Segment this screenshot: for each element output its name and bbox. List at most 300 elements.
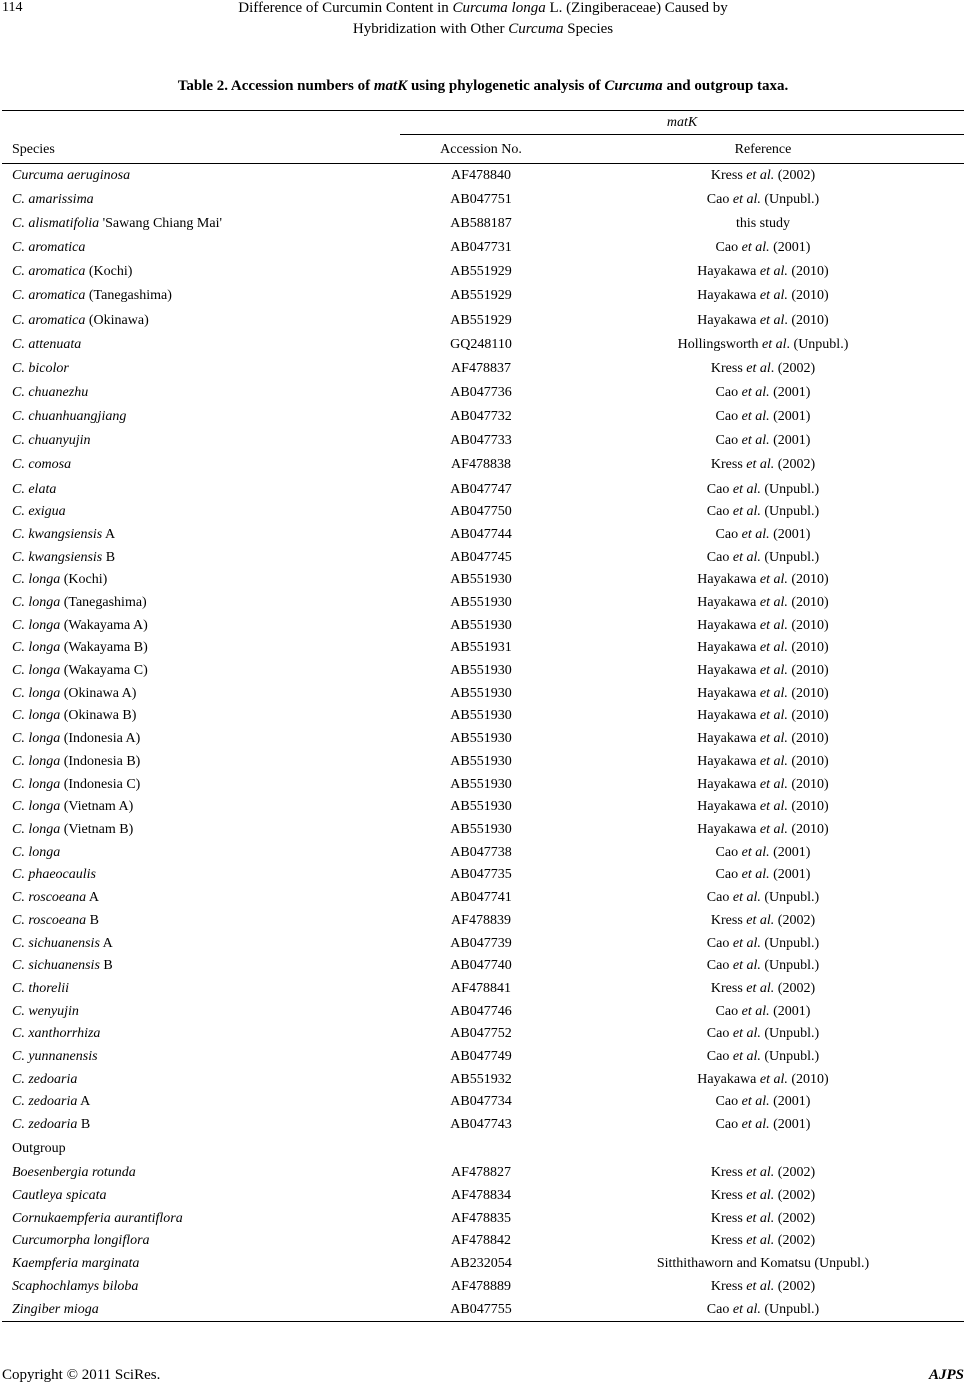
reference-year: (2010) [787,777,829,792]
reference-year: (2002) [774,457,816,472]
species-name: C. longa [12,686,61,701]
reference-author: Kress [710,457,747,472]
species-name: Boesenbergia rotunda [12,1165,136,1180]
table-row [0,1254,966,1274]
accession-cell: AB551930 [450,595,512,610]
accession-cell: AF478842 [451,1233,511,1248]
reference-year: (2001) [769,1094,811,1109]
accession-cell: AB047745 [450,550,512,565]
table-row [0,684,966,704]
table-row [0,570,966,590]
reference-author: Hayakawa [697,799,760,814]
species-qualifier: (Tanegashima) [60,595,147,610]
species-cell [12,843,60,863]
species-qualifier: (Vietnam A) [60,799,134,814]
reference-etal: et al. [741,1117,770,1132]
species-qualifier: (Kochi) [85,264,133,279]
species-cell [12,956,113,976]
reference-etal: et al. [732,550,761,565]
reference-etal: et al. [732,1302,761,1317]
reference-author: Kress [710,1279,747,1294]
reference-year: (Unpubl.) [760,482,820,497]
accession-cell: AB551930 [450,799,512,814]
reference-etal: et al. [759,799,788,814]
reference-etal: et al. [759,731,788,746]
table-top-rule [2,110,964,111]
running-head-text: Species [563,21,614,37]
reference-year: (2002) [774,1233,816,1248]
species-name: C. kwangsiensis [12,550,103,565]
reference-cell [562,661,964,681]
accession-cell: AB551930 [450,754,512,769]
table-row [0,752,966,772]
reference-cell [562,335,964,355]
reference-year: (2010) [787,288,829,303]
species-name: C. longa [12,731,61,746]
reference-etal: et al. [746,981,775,996]
reference-cell [562,570,964,590]
table-row [0,359,966,379]
species-cell [12,570,107,590]
table-row [0,775,966,795]
table-row [0,797,966,817]
accession-cell: AB047731 [450,240,512,255]
running-head-text: Difference of Curcumin Content in [238,0,453,16]
table-row [0,214,966,234]
reference-etal: et al. [746,1279,775,1294]
accession-cell: AB047749 [450,1049,512,1064]
reference-year: (2010) [787,264,829,279]
reference-year: . (Unpubl.) [786,337,849,352]
table-row [0,1277,966,1297]
reference-cell [562,1047,964,1067]
table-row [0,455,966,475]
reference-etal: et al. [741,527,770,542]
table-row [0,865,966,885]
reference-year: (2010) [787,731,829,746]
reference-etal: et al. [759,1072,788,1087]
reference-year: (2010) [787,708,829,723]
species-name: C. longa [12,708,61,723]
reference-author: this study [735,216,791,231]
species-qualifier: (Wakayama C) [60,663,148,678]
table-row [0,286,966,306]
table-row [0,934,966,954]
reference-cell [562,752,964,772]
reference-cell [562,1186,964,1206]
reference-year: (2001) [769,1004,811,1019]
species-name: Kaempferia marginata [12,1256,140,1271]
reference-author: Hayakawa [697,572,760,587]
reference-etal: et al. [746,1211,775,1226]
running-head-line1 [0,0,966,19]
species-cell [12,548,115,568]
table-row [0,431,966,451]
reference-cell [562,1070,964,1090]
reference-etal: et al. [759,708,788,723]
reference-author: Cao [706,192,733,207]
accession-cell: AF478889 [451,1279,511,1294]
reference-cell [562,729,964,749]
reference-cell [562,684,964,704]
species-name: C. thorelii [12,981,70,996]
species-name: C. yunnanensis [12,1049,98,1064]
reference-year: (2002) [774,1165,816,1180]
species-cell [12,1115,90,1135]
accession-cell: AB551930 [450,572,512,587]
species-name: C. zedoaria [12,1094,78,1109]
reference-year: (2001) [769,409,811,424]
reference-author: Cao [706,936,733,951]
species-cell [12,190,94,210]
footer-copyright: Copyright © 2011 SciRes. [2,1367,161,1383]
species-name: C. zedoaria [12,1117,78,1132]
species-cell [12,1254,139,1274]
reference-author: Cao [715,527,742,542]
accession-cell: AF478839 [451,913,511,928]
reference-year: (2001) [769,845,811,860]
accession-cell: AB588187 [450,216,512,231]
accession-cell: GQ248110 [450,337,512,352]
species-name: C. sichuanensis [12,958,100,973]
species-qualifier: (Vietnam B) [60,822,134,837]
running-head-line2 [0,19,966,40]
species-qualifier: A [77,1094,91,1109]
reference-etal: et al. [741,240,770,255]
species-qualifier: A [102,527,116,542]
reference-author: Hayakawa [697,313,760,328]
reference-author: Cao [706,550,733,565]
accession-cell: AF478835 [451,1211,511,1226]
reference-cell [562,1300,964,1320]
reference-year: . (2002) [770,361,816,376]
reference-year: (2001) [769,527,811,542]
reference-cell [562,616,964,636]
table-row [0,190,966,210]
species-cell [12,820,133,840]
table-row [0,383,966,403]
table-row [0,335,966,355]
reference-year: (2010) [787,572,829,587]
species-qualifier: B [99,958,113,973]
accession-cell: AB047736 [450,385,512,400]
species-cell [12,1047,98,1067]
reference-cell [562,775,964,795]
species-name: C. chuanyujin [12,433,91,448]
reference-cell [562,502,964,522]
species-name: C. longa [12,845,61,860]
species-name: C. longa [12,572,61,587]
reference-author: Cao [715,867,742,882]
species-name: C. zedoaria [12,1072,78,1087]
species-name: C. kwangsiensis [12,527,103,542]
accession-cell: AB232054 [450,1256,512,1271]
reference-cell [562,1277,964,1297]
col-header-reference: Reference [734,142,792,157]
table-row [0,238,966,258]
reference-etal: et al. [732,890,761,905]
species-cell [12,1070,77,1090]
species-name: Cautleya spicata [12,1188,107,1203]
accession-cell: AB047734 [450,1094,512,1109]
reference-author: Kress [710,913,747,928]
species-cell [12,797,133,817]
reference-cell [562,797,964,817]
reference-etal: et al. [732,936,761,951]
accession-cell: AB047735 [450,867,512,882]
accession-cell: AF478840 [451,168,511,183]
table-row [0,661,966,681]
reference-author: Cao [706,1049,733,1064]
species-name: C. aromatica [12,288,86,303]
table-row [0,638,966,658]
species-name: C. longa [12,595,61,610]
species-cell [12,311,149,331]
table-row [0,888,966,908]
species-qualifier: A [86,890,99,905]
reference-etal: et al. [759,754,788,769]
species-cell [12,238,85,258]
species-cell [12,1092,90,1112]
reference-author: Hayakawa [697,708,760,723]
running-head-italic: Curcuma longa [452,0,546,16]
species-name: C. longa [12,640,61,655]
reference-etal: et al. [741,1094,770,1109]
accession-cell: AF478841 [451,981,511,996]
reference-etal: et al. [759,618,788,633]
reference-cell [562,638,964,658]
accession-cell: AB551930 [450,663,512,678]
species-name: C. bicolor [12,361,69,376]
table-row [0,593,966,613]
reference-cell [562,706,964,726]
accession-cell: AB551930 [450,731,512,746]
reference-etal: et al. [746,1233,775,1248]
reference-cell [562,593,964,613]
species-cell [12,1002,79,1022]
title-italic: matK [373,78,408,94]
reference-year: (2010) [787,663,829,678]
reference-cell [562,1092,964,1112]
accession-cell: AB551930 [450,686,512,701]
species-cell [12,638,148,658]
species-cell [12,911,99,931]
table-row [0,166,966,186]
table-row [0,1115,966,1135]
table-row [0,1209,966,1229]
reference-etal: et al. [732,504,761,519]
table-row [0,1186,966,1206]
reference-cell [562,820,964,840]
outgroup-label-text: Outgroup [12,1141,66,1156]
reference-cell [562,311,964,331]
species-cell [12,706,136,726]
accession-cell: AB047750 [450,504,512,519]
reference-cell [562,359,964,379]
reference-etal: et al. [759,572,788,587]
reference-author: Cao [715,385,742,400]
reference-year: (Unpubl.) [760,504,820,519]
reference-author: Cao [706,958,733,973]
reference-year: (Unpubl.) [760,890,820,905]
species-qualifier: (Okinawa B) [60,708,137,723]
table-row [0,820,966,840]
species-name: C. chuanhuangjiang [12,409,127,424]
table-row [0,1070,966,1090]
reference-year: (2002) [774,168,816,183]
running-head-text: L. (Zingiberaceae) Caused by [545,0,728,16]
reference-year: (2002) [774,1279,816,1294]
species-cell [12,752,140,772]
reference-cell [562,1024,964,1044]
species-name: Scaphochlamys biloba [12,1279,139,1294]
reference-cell [562,431,964,451]
reference-etal: et al. [759,264,788,279]
species-name: C. phaeocaulis [12,867,96,882]
reference-year: . (2010) [784,313,829,328]
reference-year: (2010) [787,799,829,814]
reference-author: Hayakawa [697,264,760,279]
reference-cell [562,865,964,885]
table-row [0,1163,966,1183]
table-row [0,1092,966,1112]
reference-cell [562,166,964,186]
group-header-matk: matK [666,115,698,130]
table-row [0,911,966,931]
table-row [0,979,966,999]
reference-author: Cao [715,433,742,448]
accession-cell: AB551932 [450,1072,512,1087]
accession-cell: AB047740 [450,958,512,973]
species-name: C. longa [12,822,61,837]
table-row [0,843,966,863]
species-cell [12,455,71,475]
reference-author: Cao [715,1004,742,1019]
table-row [0,1300,966,1320]
species-cell [12,431,91,451]
reference-cell [562,1163,964,1183]
accession-cell: AB047739 [450,936,512,951]
species-qualifier: (Wakayama A) [60,618,148,633]
outgroup-label [0,1139,966,1159]
reference-etal: et al. [746,1188,775,1203]
reference-etal: et al [762,337,787,352]
table-row [0,311,966,331]
reference-author: Cao [715,1117,742,1132]
reference-etal: et al. [759,777,788,792]
table-row [0,1047,966,1067]
reference-etal: et al. [759,686,788,701]
table-row [0,1024,966,1044]
species-cell [12,661,148,681]
reference-cell [562,1231,964,1251]
title-text: using phylogenetic analysis of [407,78,605,94]
reference-year: (2002) [774,1188,816,1203]
reference-etal: et al. [746,168,775,183]
reference-etal: et al. [732,1026,761,1041]
species-cell [12,1163,136,1183]
reference-author: Hayakawa [697,777,760,792]
title-text: and outgroup taxa. [662,78,789,94]
reference-cell [562,1115,964,1135]
table-row [0,480,966,500]
reference-year: (Unpubl.) [760,1302,820,1317]
reference-etal: et al. [759,663,788,678]
reference-year: (2010) [787,640,829,655]
species-name: C. wenyujin [12,1004,79,1019]
accession-cell: AB551931 [450,640,512,655]
reference-etal: et al. [759,288,788,303]
species-qualifier: (Kochi) [60,572,108,587]
table-row [0,262,966,282]
reference-cell [562,888,964,908]
reference-author: Hayakawa [697,663,760,678]
reference-author: Hayakawa [697,754,760,769]
species-cell [12,1231,150,1251]
reference-cell [562,843,964,863]
table-row [0,956,966,976]
species-qualifier: A [99,936,113,951]
reference-author: Kress [710,1233,747,1248]
title-text: Table 2. Accession numbers of [177,78,374,94]
species-cell [12,286,172,306]
reference-cell [562,548,964,568]
species-name: Cornukaempferia aurantiflora [12,1211,183,1226]
species-qualifier: B [86,913,99,928]
accession-cell: AB047751 [450,192,512,207]
reference-author: Kress [710,981,747,996]
table-row [0,1002,966,1022]
reference-author: Cao [715,240,742,255]
species-cell [12,1300,99,1320]
reference-etal: et al. [741,433,770,448]
species-cell [12,888,99,908]
accession-cell: AB551929 [450,313,512,328]
species-cell [12,480,56,500]
species-qualifier: (Indonesia C) [60,777,141,792]
accession-cell: AB047747 [450,482,512,497]
reference-author: Hayakawa [697,640,760,655]
reference-author: Sitthithaworn and Komatsu (Unpubl.) [656,1256,870,1271]
reference-year: (2010) [787,686,829,701]
reference-year: (2002) [774,981,816,996]
reference-cell [562,190,964,210]
species-cell [12,1209,183,1229]
species-name: C. chuanezhu [12,385,89,400]
species-cell [12,407,126,427]
reference-author: Hayakawa [697,822,760,837]
page-number: 114 [2,0,23,15]
table-row [0,548,966,568]
title-italic: Curcuma [604,78,663,94]
accession-cell: AF478837 [451,361,511,376]
reference-author: Kress [710,361,747,376]
reference-cell [562,1209,964,1229]
species-name: C. comosa [12,457,72,472]
reference-year: (2001) [769,385,811,400]
reference-etal: et al. [741,409,770,424]
species-name: C. roscoeana [12,890,87,905]
reference-cell [562,286,964,306]
reference-author: Kress [710,168,747,183]
species-qualifier: (Tanegashima) [85,288,172,303]
header-bottom-rule [2,163,964,164]
reference-author: Cao [715,409,742,424]
species-cell [12,1277,138,1297]
reference-cell [562,238,964,258]
footer-journal: AJPS [928,1367,964,1383]
species-qualifier: (Indonesia A) [60,731,141,746]
